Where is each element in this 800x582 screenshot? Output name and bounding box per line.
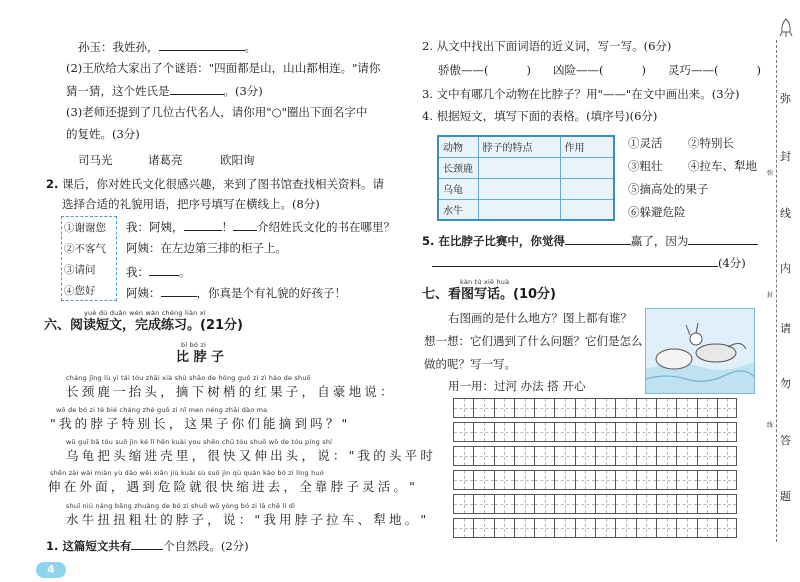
r-q3: 3. 文中有哪几个动物在比脖子？用"——"在文中画出来。(3分) xyxy=(422,87,740,101)
section6-heading: 六、阅读短文，完成练习。(21分) xyxy=(44,318,243,333)
option-3: ③请问 xyxy=(64,264,96,276)
passage-line-2: "我的脖子特别长，这果子你们能摘到吗？" xyxy=(50,416,351,431)
choice-1: ①灵活 xyxy=(628,136,663,150)
p2-line1: 课后，你对姓氏文化很感兴趣，来到了图书馆查找相关资料。请 xyxy=(62,177,384,191)
text: 凶险——( xyxy=(553,63,604,77)
choice-3: ③粗壮 xyxy=(628,159,663,173)
r-q5 xyxy=(422,234,758,249)
binding-small-char: 线 xyxy=(767,422,774,429)
binding-strip xyxy=(767,0,800,582)
grid-cell[interactable] xyxy=(534,398,554,418)
grid-cell[interactable] xyxy=(697,398,717,418)
table-cell[interactable] xyxy=(478,199,560,220)
grid-cell[interactable] xyxy=(473,446,493,466)
grid-cell[interactable] xyxy=(534,494,554,514)
text: 介绍姓氏文化的书在哪里？ xyxy=(257,220,395,234)
text: 赢了，因为 xyxy=(630,234,689,248)
grid-cell[interactable] xyxy=(514,470,534,490)
grid-cell[interactable] xyxy=(575,398,595,418)
grid-cell[interactable] xyxy=(595,518,615,538)
dialog-1 xyxy=(126,220,395,235)
grid-cell[interactable] xyxy=(656,446,676,466)
passage-line-1: 长颈鹿一抬头，摘下树梢的红果子，自豪地说： xyxy=(66,384,396,399)
grid-cell[interactable] xyxy=(656,398,676,418)
grid-cell[interactable] xyxy=(615,518,635,538)
text: 1. 这篇短文共有 xyxy=(46,539,132,553)
passage-py-2: wǒ de bó zi tè bié cháng zhè guǒ zi nǐ men néng zhāi dào ma xyxy=(56,406,268,414)
blank[interactable] xyxy=(149,265,179,276)
grid-cell[interactable] xyxy=(636,470,656,490)
table-cell[interactable] xyxy=(560,199,614,220)
q2-line1: (2)王欣给大家出了个谜语："四面都是山，山山都相连。"请你 xyxy=(66,61,381,75)
grid-cell[interactable] xyxy=(717,398,737,418)
grid-row xyxy=(453,446,737,466)
text: ，你真是个有礼貌的好孩子！ xyxy=(196,286,346,300)
grid-cell[interactable] xyxy=(717,494,737,514)
grid-cell[interactable] xyxy=(554,446,574,466)
grid-cell[interactable] xyxy=(575,422,595,442)
grid-cell[interactable] xyxy=(615,494,635,514)
grid-cell[interactable] xyxy=(473,494,493,514)
blank[interactable] xyxy=(565,234,631,245)
text: 。 xyxy=(244,40,256,54)
grid-cell[interactable] xyxy=(514,494,534,514)
grid-cell[interactable] xyxy=(575,470,595,490)
table-row xyxy=(438,157,614,178)
grid-cell[interactable] xyxy=(656,470,676,490)
binding-small-char: 弥 xyxy=(767,170,774,177)
dialog-4 xyxy=(126,286,346,301)
text: ) xyxy=(641,63,646,77)
section7-heading: 七、看图写话。(10分) xyxy=(422,287,556,302)
table-cell[interactable] xyxy=(560,157,614,178)
writing-prompt-3: 做的呢？写一写。 xyxy=(424,357,516,371)
grid-cell[interactable] xyxy=(514,518,534,538)
choice-6: ⑥躲避危险 xyxy=(628,205,686,219)
grid-cell[interactable] xyxy=(615,422,635,442)
dialog-3 xyxy=(126,265,191,280)
name-2[interactable]: 诸葛亮 xyxy=(148,153,183,167)
table-cell: 水牛 xyxy=(438,199,478,220)
table-row xyxy=(438,199,614,220)
river-animals-picture xyxy=(646,309,755,394)
grid-cell[interactable] xyxy=(717,470,737,490)
grid-row xyxy=(453,398,737,418)
grid-cell[interactable] xyxy=(697,470,717,490)
grid-cell[interactable] xyxy=(534,422,554,442)
title-pinyin: bǐ bó zi xyxy=(181,341,206,349)
blank[interactable] xyxy=(688,234,758,245)
grid-cell[interactable] xyxy=(656,518,676,538)
text: 我： xyxy=(126,265,149,279)
seal-line xyxy=(776,40,777,542)
grid-cell[interactable] xyxy=(453,422,473,442)
grid-row xyxy=(453,470,737,490)
grid-cell[interactable] xyxy=(494,470,514,490)
grid-cell[interactable] xyxy=(717,518,737,538)
grid-cell[interactable] xyxy=(554,494,574,514)
binding-char: 答 xyxy=(780,434,791,447)
choice-2: ②特别长 xyxy=(688,136,734,150)
grid-cell[interactable] xyxy=(494,398,514,418)
text: (4分) xyxy=(718,256,746,270)
grid-cell[interactable] xyxy=(636,518,656,538)
passage-line-4: 伸在外面，遇到危险就很快缩进去，全靠脖子灵活。" xyxy=(48,479,419,494)
table-row xyxy=(438,136,614,157)
table-header: 作用 xyxy=(560,136,614,157)
text: 孙玉：我姓孙， xyxy=(78,40,159,54)
r-q5-line2 xyxy=(432,256,746,271)
option-4: ④您好 xyxy=(64,285,96,297)
passage-py-4: shēn zài wài miàn yù dào wēi xiǎn jiù kuài sù suō jìn qù quán kào bó zi líng huó xyxy=(50,469,324,477)
text: 5. 在比脖子比赛中，你觉得 xyxy=(422,234,565,248)
grid-cell[interactable] xyxy=(494,494,514,514)
text: 猜一猜，这个姓氏是 xyxy=(66,84,170,98)
table-header: 脖子的特点 xyxy=(478,136,560,157)
text: 阿姨： xyxy=(126,286,161,300)
grid-cell[interactable] xyxy=(717,446,737,466)
grid-cell[interactable] xyxy=(676,398,696,418)
grid-cell[interactable] xyxy=(676,470,696,490)
text: ！ xyxy=(221,220,233,234)
grid-cell[interactable] xyxy=(636,398,656,418)
grid-cell[interactable] xyxy=(534,446,554,466)
writing-prompt-2: 想一想：它们遇到了什么问题？它们是怎么 xyxy=(424,334,643,348)
text: 个自然段。(2分) xyxy=(163,539,249,553)
r-q2: 2. 从文中找出下面词语的近义词，写一写。(6分) xyxy=(422,39,672,53)
passage-line-5: 水牛扭扭粗壮的脖子，说："我用脖子拉车、犁地。" xyxy=(66,512,430,527)
section6-pinyin: yuè dú duǎn wén wán chéng liàn xí xyxy=(84,309,206,317)
text: 。 xyxy=(179,265,191,279)
scene-illustration xyxy=(645,308,755,394)
grid-cell[interactable] xyxy=(676,518,696,538)
writing-prompt-1: 右图画的是什么地方？图上都有谁？ xyxy=(448,311,632,325)
passage-py-1: cháng jǐng lù yì tái tóu zhāi xià shù shāo de hóng guǒ zi zì háo de shuō xyxy=(66,374,311,382)
table-row xyxy=(438,178,614,199)
grid-cell[interactable] xyxy=(656,422,676,442)
grid-cell[interactable] xyxy=(554,422,574,442)
choice-5: ⑤摘高处的果子 xyxy=(628,182,709,196)
table-cell: 长颈鹿 xyxy=(438,157,478,178)
answer-line-sun xyxy=(78,40,256,55)
grid-cell[interactable] xyxy=(595,398,615,418)
binding-char: 线 xyxy=(780,207,791,220)
grid-cell[interactable] xyxy=(595,422,615,442)
grid-cell[interactable] xyxy=(615,470,635,490)
grid-cell[interactable] xyxy=(494,422,514,442)
q1-line xyxy=(46,539,249,554)
fill-table xyxy=(437,135,615,221)
grid-cell[interactable] xyxy=(453,398,473,418)
passage-py-5: shuǐ niú náng bǎng zhuàng de bó zi shuō wǒ yòng bó zi lā chē lí dì xyxy=(66,502,296,510)
grid-cell[interactable] xyxy=(615,446,635,466)
grid-cell[interactable] xyxy=(453,470,473,490)
r-q4: 4. 根据短文，填写下面的表格。(填序号)(6分) xyxy=(422,109,658,123)
text: 。(3分) xyxy=(223,84,263,98)
text: 我：阿姨， xyxy=(126,220,184,234)
grid-cell[interactable] xyxy=(575,446,595,466)
table-cell[interactable] xyxy=(560,178,614,199)
q2-line2 xyxy=(66,84,263,99)
grid-cell[interactable] xyxy=(473,470,493,490)
option-1: ①谢谢您 xyxy=(64,222,106,234)
grid-cell[interactable] xyxy=(636,494,656,514)
grid-cell[interactable] xyxy=(473,422,493,442)
rocket-icon xyxy=(778,18,794,38)
grid-cell[interactable] xyxy=(595,446,615,466)
grid-cell[interactable] xyxy=(656,494,676,514)
grid-cell[interactable] xyxy=(453,518,473,538)
text: 灵巧——( xyxy=(668,63,719,77)
p2-line2: 选择合适的礼貌用语，把序号填写在横线上。(8分) xyxy=(62,197,320,211)
grid-cell[interactable] xyxy=(636,422,656,442)
grid-cell[interactable] xyxy=(697,446,717,466)
option-2: ②不客气 xyxy=(64,243,106,255)
grid-cell[interactable] xyxy=(494,446,514,466)
grid-cell[interactable] xyxy=(514,446,534,466)
grid-cell[interactable] xyxy=(554,518,574,538)
grid-cell[interactable] xyxy=(717,422,737,442)
grid-row xyxy=(453,422,737,442)
grid-cell[interactable] xyxy=(575,494,595,514)
q3-line2: 的复姓。(3分) xyxy=(66,127,140,141)
grid-cell[interactable] xyxy=(453,494,473,514)
blank[interactable] xyxy=(432,256,718,267)
grid-cell[interactable] xyxy=(697,494,717,514)
grid-cell[interactable] xyxy=(554,398,574,418)
grid-cell[interactable] xyxy=(676,422,696,442)
grid-cell[interactable] xyxy=(575,518,595,538)
text: ) xyxy=(756,63,761,77)
binding-char: 请 xyxy=(780,322,791,335)
grid-cell[interactable] xyxy=(595,494,615,514)
table-cell[interactable] xyxy=(478,178,560,199)
binding-char: 勿 xyxy=(780,377,791,390)
passage-line-3: 乌龟把头缩进壳里，很快又伸出头，说："我的头平时 xyxy=(66,448,437,463)
blank[interactable] xyxy=(233,220,257,231)
grid-cell[interactable] xyxy=(554,470,574,490)
p2-number: 2. xyxy=(46,177,59,191)
grid-cell[interactable] xyxy=(676,446,696,466)
q3-line1: (3)老师还提到了几位古代名人，请你用"○"圈出下面名字中 xyxy=(66,105,368,119)
choice-4: ④拉车、犁地 xyxy=(688,159,757,173)
name-3[interactable]: 欧阳询 xyxy=(220,153,255,167)
grid-cell[interactable] xyxy=(534,470,554,490)
grid-cell[interactable] xyxy=(697,422,717,442)
dialog-2: 阿姨：在左边第三排的柜子上。 xyxy=(126,241,287,255)
passage-title: 比 脖 子 xyxy=(176,350,225,365)
grid-row xyxy=(453,518,737,538)
page-number: 4 xyxy=(36,562,66,578)
table-cell[interactable] xyxy=(478,157,560,178)
blank[interactable] xyxy=(159,40,245,51)
binding-small-char: 封 xyxy=(767,292,774,299)
binding-char: 题 xyxy=(780,490,791,503)
grid-cell[interactable] xyxy=(514,422,534,442)
blank[interactable] xyxy=(170,84,224,95)
grid-cell[interactable] xyxy=(615,398,635,418)
grid-cell[interactable] xyxy=(473,518,493,538)
grid-cell[interactable] xyxy=(636,446,656,466)
blank[interactable] xyxy=(184,220,222,231)
word-hints: 用一用：过河 办法 搭 开心 xyxy=(448,379,586,393)
writing-grid xyxy=(453,398,737,542)
binding-char: 弥 xyxy=(780,92,791,105)
text: 骄傲——( xyxy=(438,63,489,77)
grid-cell[interactable] xyxy=(494,518,514,538)
binding-char: 封 xyxy=(780,150,791,163)
name-1[interactable]: 司马光 xyxy=(78,153,113,167)
table-cell: 乌龟 xyxy=(438,178,478,199)
grid-cell[interactable] xyxy=(534,518,554,538)
grid-cell[interactable] xyxy=(697,518,717,538)
passage-py-3: wū guī bǎ tóu suō jìn ké lǐ hěn kuài you shēn chū tóu shuō wǒ de tóu píng shí xyxy=(66,438,333,446)
text: ) xyxy=(526,63,531,77)
synonym-row xyxy=(438,64,761,78)
table-header: 动物 xyxy=(438,136,478,157)
grid-cell[interactable] xyxy=(595,470,615,490)
binding-char: 内 xyxy=(780,262,791,275)
grid-row xyxy=(453,494,737,514)
grid-cell[interactable] xyxy=(473,398,493,418)
grid-cell[interactable] xyxy=(514,398,534,418)
options-box xyxy=(61,216,117,301)
blank[interactable] xyxy=(131,539,163,550)
section7-pinyin: kàn tú xiě huà xyxy=(460,278,510,286)
blank[interactable] xyxy=(161,286,197,297)
grid-cell[interactable] xyxy=(676,494,696,514)
grid-cell[interactable] xyxy=(453,446,473,466)
